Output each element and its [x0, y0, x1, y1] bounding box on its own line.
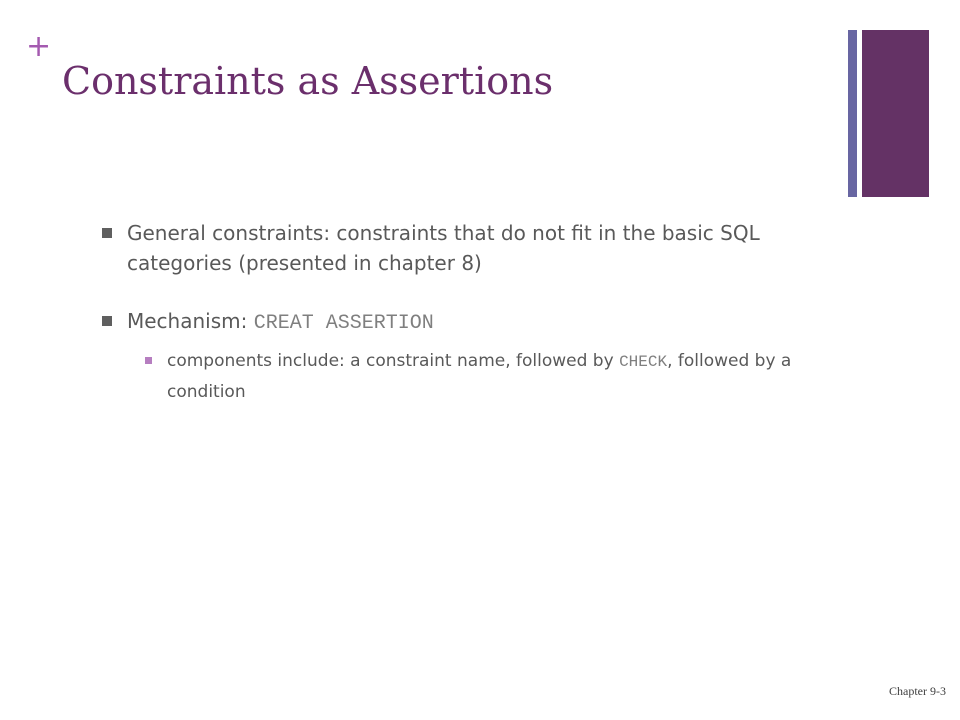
sub-bullet-components: [167, 346, 827, 407]
sub-bullet-square-icon: [145, 357, 152, 364]
footer-chapter-label: Chapter 9-3: [889, 684, 946, 698]
mechanism-label: Mechanism:: [127, 309, 254, 333]
accent-bar-thin: [848, 30, 857, 197]
slide-title: Constraints as Assertions: [62, 59, 554, 103]
accent-bar-thick: [862, 30, 929, 197]
components-text-after: , followed by a condition: [167, 351, 792, 402]
bullet-square-icon: [102, 316, 112, 326]
bullet-square-icon: [102, 228, 112, 238]
check-code: CHECK: [619, 353, 668, 371]
mechanism-code: CREAT ASSERTION: [253, 312, 434, 335]
plus-mark: +: [26, 29, 52, 64]
bullet-mechanism: [127, 306, 827, 339]
bullet-general-constraints: General constraints: constraints that do not fit in the basic SQL categories (presented in chapter 8): [127, 221, 760, 275]
components-text-before: components include: a constraint name, followed by: [167, 351, 620, 371]
